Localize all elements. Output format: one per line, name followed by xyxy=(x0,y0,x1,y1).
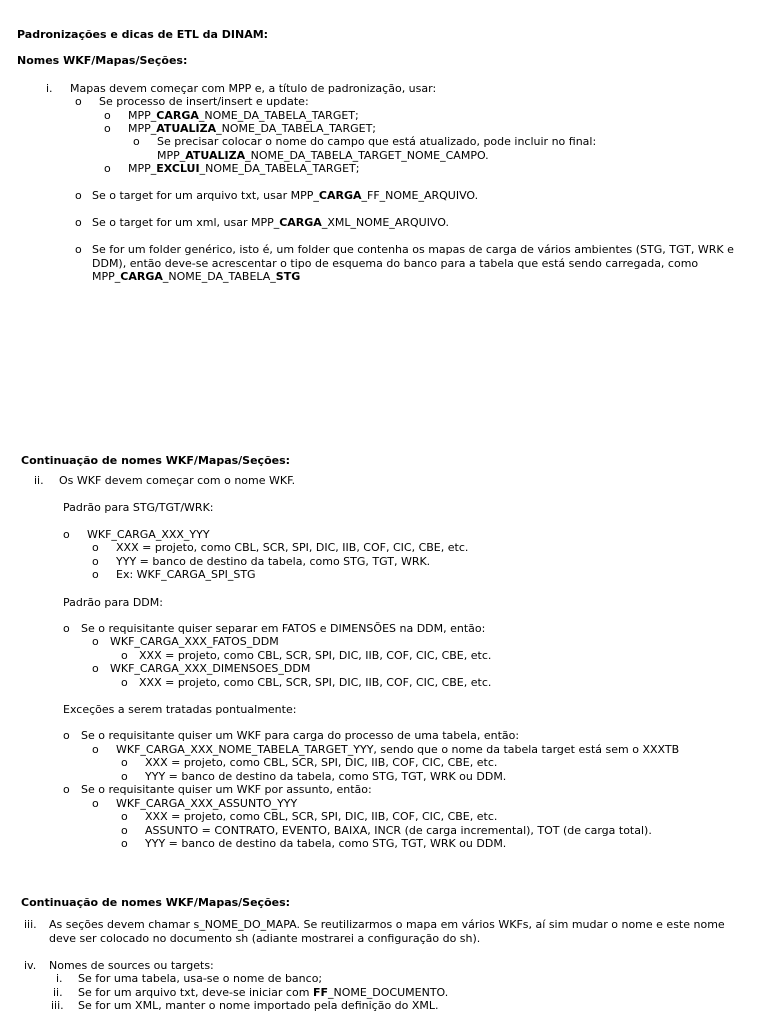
list-item-continuation: MPP_ATUALIZA_NOME_DA_TABELA_TARGET_NOME_CAMPO. xyxy=(157,149,489,162)
sub-heading: Padrão para DDM: xyxy=(63,596,163,609)
list-item: YYY = banco de destino da tabela, como STG, TGT, WRK ou DDM. xyxy=(145,770,507,783)
list-marker: ii. xyxy=(34,474,44,487)
bullet-marker: o xyxy=(92,662,99,675)
list-item: XXX = projeto, como CBL, SCR, SPI, DIC, IIB, COF, CIC, CBE, etc. xyxy=(139,676,492,689)
bullet-marker: o xyxy=(63,729,70,742)
list-item: XXX = projeto, como CBL, SCR, SPI, DIC, IIB, COF, CIC, CBE, etc. xyxy=(139,649,492,662)
list-item: WKF_CARGA_XXX_YYY xyxy=(87,528,210,541)
bullet-marker: o xyxy=(75,189,82,202)
section-heading: Continuação de nomes WKF/Mapas/Seções: xyxy=(21,896,291,909)
list-item: Se o requisitante quiser separar em FATOS e DIMENSÕES na DDM, então: xyxy=(81,622,486,635)
bullet-marker: o xyxy=(92,635,99,648)
bullet-marker: o xyxy=(63,622,70,635)
list-item-continuation: DDM), então deve-se acrescentar o tipo de esquema do banco para a tabela que está sendo carregada, como xyxy=(92,257,699,270)
sub-heading: Exceções a serem tratadas pontualmente: xyxy=(63,703,297,716)
list-item: MPP_CARGA_NOME_DA_TABELA_TARGET; xyxy=(128,109,359,122)
bullet-marker: o xyxy=(121,824,128,837)
list-marker: ii. xyxy=(53,986,63,999)
bullet-marker: o xyxy=(92,743,99,756)
list-item: MPP_ATUALIZA_NOME_DA_TABELA_TARGET; xyxy=(128,122,376,135)
list-item: ASSUNTO = CONTRATO, EVENTO, BAIXA, INCR (de carga incremental), TOT (de carga total). xyxy=(145,824,652,837)
list-item: Se processo de insert/insert e update: xyxy=(99,95,309,108)
list-item: Se o requisitante quiser um WKF para carga do processo de uma tabela, então: xyxy=(81,729,520,742)
bullet-marker: o xyxy=(75,216,82,229)
list-item: Ex: WKF_CARGA_SPI_STG xyxy=(116,568,256,581)
list-marker: iii. xyxy=(51,999,64,1012)
list-marker: iii. xyxy=(24,918,37,931)
list-item: YYY = banco de destino da tabela, como STG, TGT, WRK ou DDM. xyxy=(145,837,507,850)
list-item: WKF_CARGA_XXX_FATOS_DDM xyxy=(110,635,279,648)
bullet-marker: o xyxy=(104,122,111,135)
list-item-continuation: deve ser colocado no documento sh (adiante mostrarei a configuração do sh). xyxy=(49,932,481,945)
list-item: XXX = projeto, como CBL, SCR, SPI, DIC, IIB, COF, CIC, CBE, etc. xyxy=(145,810,498,823)
list-item: XXX = projeto, como CBL, SCR, SPI, DIC, IIB, COF, CIC, CBE, etc. xyxy=(145,756,498,769)
list-item: Se for um arquivo txt, deve-se iniciar com FF_NOME_DOCUMENTO. xyxy=(78,986,449,999)
section-heading: Nomes WKF/Mapas/Seções: xyxy=(17,54,188,67)
bullet-marker: o xyxy=(75,95,82,108)
list-item: WKF_CARGA_XXX_ASSUNTO_YYY xyxy=(116,797,298,810)
document-title: Padronizações e dicas de ETL da DINAM: xyxy=(17,28,269,41)
list-item: Se for uma tabela, usa-se o nome de banco; xyxy=(78,972,323,985)
bullet-marker: o xyxy=(121,676,128,689)
list-item: Se for um XML, manter o nome importado pela definição do XML. xyxy=(78,999,439,1012)
bullet-marker: o xyxy=(121,756,128,769)
list-item: Nomes de sources ou targets: xyxy=(49,959,214,972)
sub-heading: Padrão para STG/TGT/WRK: xyxy=(63,501,214,514)
list-item: YYY = banco de destino da tabela, como STG, TGT, WRK. xyxy=(116,555,431,568)
section-heading: Continuação de nomes WKF/Mapas/Seções: xyxy=(21,454,291,467)
list-item-continuation: MPP_CARGA_NOME_DA_TABELA_STG xyxy=(92,270,301,283)
bullet-marker: o xyxy=(104,109,111,122)
list-item: Se precisar colocar o nome do campo que está atualizado, pode incluir no final: xyxy=(157,135,597,148)
bullet-marker: o xyxy=(121,649,128,662)
bullet-marker: o xyxy=(75,243,82,256)
list-item: Se o requisitante quiser um WKF por assunto, então: xyxy=(81,783,372,796)
bullet-marker: o xyxy=(121,770,128,783)
bullet-marker: o xyxy=(92,797,99,810)
bullet-marker: o xyxy=(133,135,140,148)
bullet-marker: o xyxy=(121,837,128,850)
bullet-marker: o xyxy=(92,568,99,581)
bullet-marker: o xyxy=(63,783,70,796)
list-marker: i. xyxy=(46,82,53,95)
list-item: Mapas devem começar com MPP e, a título de padronização, usar: xyxy=(70,82,437,95)
list-item: MPP_EXCLUI_NOME_DA_TABELA_TARGET; xyxy=(128,162,360,175)
bullet-marker: o xyxy=(63,528,70,541)
list-item: WKF_CARGA_XXX_DIMENSOES_DDM xyxy=(110,662,311,675)
list-item: As seções devem chamar s_NOME_DO_MAPA. Se reutilizarmos o mapa em vários WKFs, aí sim mudar o nome e este nome xyxy=(49,918,725,931)
list-item: Se for um folder genérico, isto é, um folder que contenha os mapas de carga de vários ambientes (STG, TGT, WRK e xyxy=(92,243,734,256)
list-item: Se o target for um arquivo txt, usar MPP_CARGA_FF_NOME_ARQUIVO. xyxy=(92,189,479,202)
bullet-marker: o xyxy=(104,162,111,175)
list-item: Se o target for um xml, usar MPP_CARGA_XML_NOME_ARQUIVO. xyxy=(92,216,449,229)
list-item: Os WKF devem começar com o nome WKF. xyxy=(59,474,296,487)
bullet-marker: o xyxy=(92,555,99,568)
list-item: WKF_CARGA_XXX_NOME_TABELA_TARGET_YYY, sendo que o nome da tabela target está sem o XXXTB xyxy=(116,743,680,756)
list-marker: iv. xyxy=(24,959,37,972)
bullet-marker: o xyxy=(92,541,99,554)
list-marker: i. xyxy=(56,972,63,985)
bullet-marker: o xyxy=(121,810,128,823)
list-item: XXX = projeto, como CBL, SCR, SPI, DIC, IIB, COF, CIC, CBE, etc. xyxy=(116,541,469,554)
